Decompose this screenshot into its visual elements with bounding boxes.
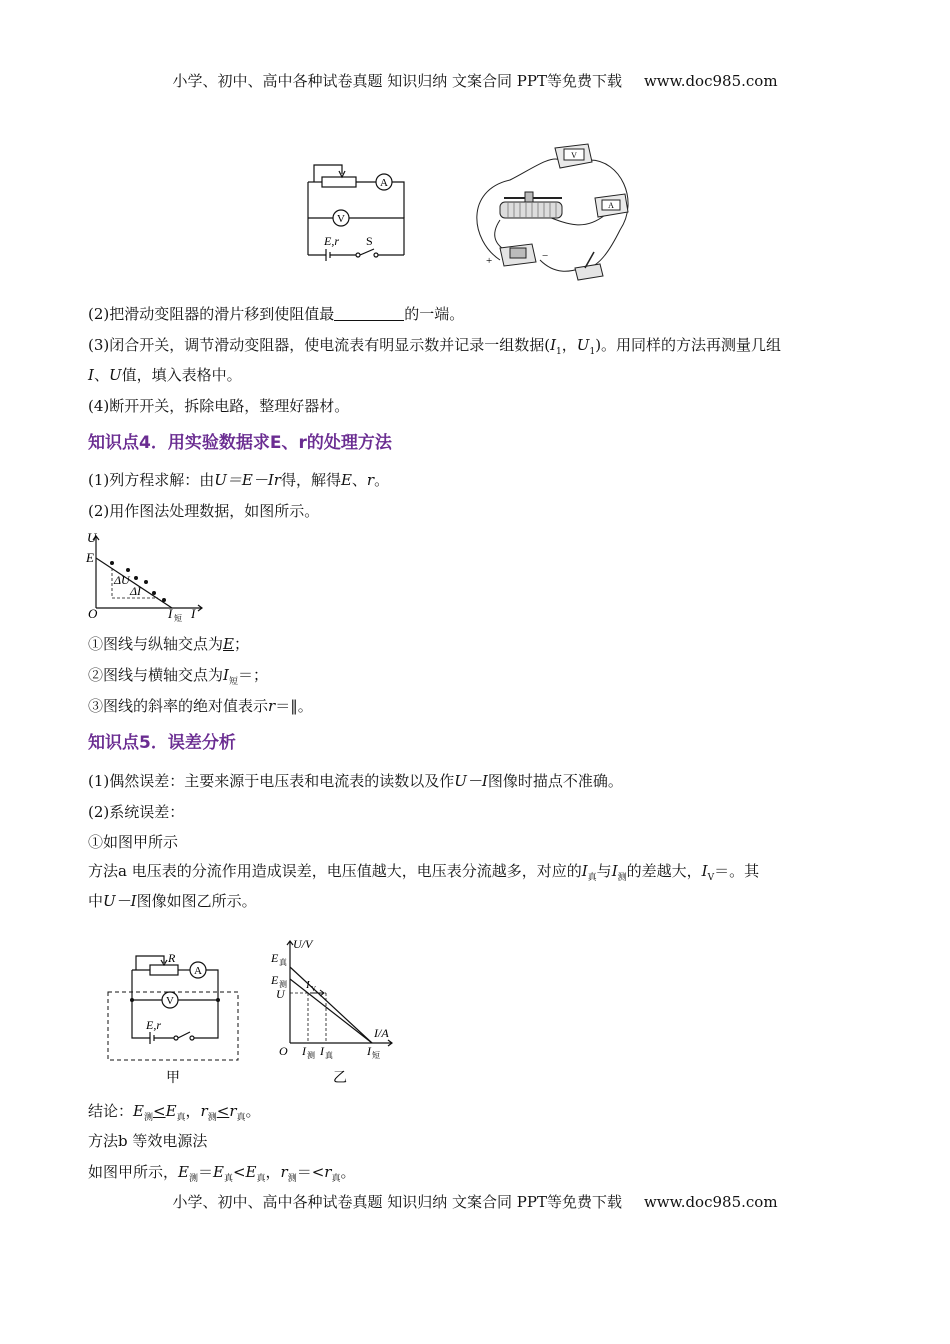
jia-voltmeter-label: V [166, 995, 174, 1007]
yi-E-meas-sub: 测 [279, 980, 287, 989]
eq-E-true-1: E [213, 1163, 224, 1181]
graph-axis-I: I [191, 606, 196, 621]
kp4-p3-end: ＝‖。 [275, 697, 313, 715]
page-footer [0, 1191, 950, 1212]
kp5-method-b: 方法b 等效电源法 [88, 1132, 208, 1150]
battery-plus: + [486, 255, 493, 267]
yi-I-true-sub: 真 [325, 1051, 333, 1060]
eq-r-meas: r [280, 1163, 288, 1181]
ammeter-label: A [380, 177, 388, 189]
kp4-p3-r: r [268, 697, 276, 715]
kp5-ma2-b: 图像如图乙所示。 [136, 892, 257, 910]
kp5-ma-IV-sub: V [707, 873, 715, 883]
yi-I-short-sub: 短 [372, 1051, 380, 1060]
kp4-p2-text: ②图线与横轴交点为 [88, 666, 224, 684]
step-4: (4)断开开关，拆除电路，整理好器材。 [88, 397, 350, 415]
concl-comma: ， [185, 1102, 201, 1120]
step-3-I-sub: 1 [556, 347, 562, 357]
kp4-p2-end: ＝； [237, 666, 268, 684]
yi-E-true-sub: 真 [279, 958, 287, 967]
yi-IV: I [306, 979, 310, 991]
yi-U: U [276, 987, 285, 1001]
concl-E-true: E [165, 1102, 177, 1120]
kp5-equivalent-source [88, 1161, 356, 1184]
eq-E-true-2: E [245, 1163, 257, 1181]
yi-I-true: I [320, 1044, 324, 1058]
eq-E-true-2-sub: 真 [256, 1174, 266, 1184]
eq-E-meas-sub: 测 [188, 1174, 198, 1184]
jia-R-label: R [168, 951, 176, 965]
kp5-method-a-line-2 [88, 890, 257, 911]
eq-r-true-sub: 真 [331, 1174, 341, 1184]
yi-I-short: I [367, 1044, 371, 1058]
eq-r-meas-sub: 测 [287, 1174, 297, 1184]
yi-I-meas: I [302, 1044, 306, 1058]
step-3-line-1 [88, 334, 781, 357]
eq-E-meas: E [178, 1163, 189, 1181]
jia-source-label: E,r [146, 1018, 161, 1032]
kp4-l1-b: 得，解得 [280, 471, 341, 489]
step-3-line2-sep: 、 [93, 366, 109, 384]
concl-r-meas-sub: 测 [207, 1113, 217, 1123]
kp4-line-1 [88, 469, 389, 490]
ui-graph [84, 530, 210, 624]
switch-label: S [366, 234, 373, 248]
page-header [0, 70, 950, 91]
kp4-p1-E: E [223, 635, 234, 653]
kp5-ma2-a: 中 [88, 892, 104, 910]
voltmeter-label: V [337, 213, 345, 225]
header-text: 小学、初中、高中各种试卷真题 知识归纳 文案合同 PPT等免费下载 [172, 72, 622, 90]
eq-equals-1: ＝ [197, 1163, 213, 1181]
kp4-l1-a: (1)列方程求解：由 [88, 471, 215, 489]
battery-minus: − [542, 250, 549, 262]
kp4-p1-text: ①图线与纵轴交点为 [88, 635, 224, 653]
yi-axis-I: I/A [374, 1026, 389, 1040]
yi-E-meas: E [271, 973, 279, 987]
eq-equals-lt: ＝< [296, 1163, 325, 1181]
apparatus-sketch [470, 140, 640, 285]
graph-axis-U: U [87, 530, 97, 545]
kp5-ma-sub-meas: 测 [617, 873, 627, 883]
kp4-title: 知识点4．用实验数据求E、r的处理方法 [88, 433, 392, 453]
kp5-ma-I-true: I [581, 862, 588, 880]
apparatus-voltmeter-label: V [571, 151, 577, 160]
kp4-l1-r: r [366, 471, 375, 489]
eq-text: 如图甲所示， [88, 1163, 179, 1181]
kp5-method-a [88, 860, 759, 883]
kp4-point-3 [88, 695, 313, 716]
yi-I-meas-sub: 测 [307, 1051, 315, 1060]
concl-lt-1: < [152, 1102, 166, 1120]
jia-ammeter-label: A [194, 965, 202, 977]
kp4-l1-E: E [340, 471, 352, 489]
step-2-blank [334, 306, 404, 321]
kp4-l1-equation: U＝E－Ir [214, 471, 281, 489]
step-2 [88, 303, 464, 324]
step-3-line-2 [88, 364, 242, 385]
eq-E-true-1-sub: 真 [223, 1174, 233, 1184]
kp5-ma-IV: I [701, 862, 708, 880]
step-3-U: U [576, 336, 590, 354]
eq-r-true: r [324, 1163, 332, 1181]
kp5-title: 知识点5．误差分析 [88, 733, 236, 753]
yi-IV-sub: V [311, 985, 317, 993]
concl-E-meas-sub: 测 [143, 1113, 153, 1123]
eq-end: 。 [340, 1163, 356, 1181]
kp5-l1-b: 图像时描点不准确。 [487, 772, 623, 790]
kp5-line-3: ①如图甲所示 [88, 833, 179, 851]
step-3-I: I [550, 336, 557, 354]
concl-label: 结论： [88, 1102, 134, 1120]
kp5-ma-sub-true: 真 [587, 873, 597, 883]
kp5-ma2-UI: U－I [103, 892, 137, 910]
graph-I-short: I [168, 606, 173, 621]
step-3-text-b: )。用同样的方法再测量几组 [595, 336, 782, 354]
kp5-l1-a: (1)偶然误差：主要来源于电压表和电流表的读数以及作 [88, 772, 455, 790]
battery-device [500, 244, 536, 266]
footer-site: www.doc985.com [643, 1193, 778, 1211]
source-label: E,r [324, 234, 339, 248]
step-3-text-a: (3)闭合开关，调节滑动变阻器，使电流表有明显示数并记录一组数据( [88, 336, 551, 354]
kp4-l1-sep: 、 [351, 471, 367, 489]
step-3-line2-U: U [108, 366, 122, 384]
voltmeter-device [555, 144, 592, 168]
kp4-p2-I: I [223, 666, 229, 684]
circuit-diagram-jia [100, 950, 245, 1090]
header-site: www.doc985.com [643, 72, 778, 90]
kp5-ma-text-b: 的差越大， [626, 862, 702, 880]
concl-r-meas: r [200, 1102, 208, 1120]
switch-device [575, 252, 603, 280]
ui-graph-yi [268, 935, 403, 1090]
circuit-diagram-1 [300, 160, 410, 270]
concl-r-true: r [229, 1102, 237, 1120]
concl-end: 。 [245, 1102, 261, 1120]
yi-caption: 乙 [333, 1071, 347, 1086]
graph-I-short-sub: 短 [174, 614, 182, 623]
rheostat-device [500, 192, 562, 218]
kp4-line-2: (2)用作图法处理数据，如图所示。 [88, 502, 320, 520]
kp5-ma-I-meas: I [611, 862, 618, 880]
yi-axis-U: U/V [293, 937, 313, 951]
kp5-ma-text-a: 方法a 电压表的分流作用造成误差，电压值越大，电压表分流越多，对应的 [88, 862, 582, 880]
kp4-p1-end: ； [233, 635, 249, 653]
kp5-line-1 [88, 770, 623, 791]
yi-origin: O [279, 1044, 288, 1058]
kp4-p2-sub: 短 [228, 677, 238, 687]
step-2-text-b: 的一端。 [404, 305, 465, 323]
step-3-line2-text: 值，填入表格中。 [121, 366, 242, 384]
concl-lt-2: < [216, 1102, 230, 1120]
concl-E-meas: E [133, 1102, 144, 1120]
concl-E-true-sub: 真 [176, 1113, 186, 1123]
step-2-text-a: (2)把滑动变阻器的滑片移到使阻值最 [88, 305, 335, 323]
step-3-line2-I: I [88, 366, 94, 384]
eq-lt: < [232, 1163, 246, 1181]
jia-caption: 甲 [166, 1071, 180, 1086]
kp5-ma-text-c: ＝。其 [714, 862, 760, 880]
kp4-point-2 [88, 664, 268, 687]
kp5-line-2: (2)系统误差： [88, 803, 185, 821]
ammeter-device [595, 194, 628, 217]
kp4-point-1 [88, 633, 249, 654]
graph-intercept-E: E [86, 550, 94, 565]
graph-origin: O [88, 606, 98, 621]
yi-E-true: E [271, 951, 279, 965]
graph-delta-I: ΔI [130, 584, 142, 598]
apparatus-ammeter-label: A [608, 201, 614, 210]
kp4-p3-text: ③图线的斜率的绝对值表示 [88, 697, 269, 715]
concl-r-true-sub: 真 [236, 1113, 246, 1123]
eq-comma: ， [265, 1163, 281, 1181]
kp4-l1-end: 。 [374, 471, 390, 489]
kp5-ma-mid: 与 [596, 862, 612, 880]
kp5-conclusion [88, 1100, 261, 1123]
step-3-U-sub: 1 [589, 347, 596, 357]
graph-delta-U: ΔU [114, 573, 130, 587]
footer-text: 小学、初中、高中各种试卷真题 知识归纳 文案合同 PPT等免费下载 [172, 1193, 622, 1211]
step-3-sep: ， [561, 336, 577, 354]
kp5-l1-UI: U－I [454, 772, 488, 790]
